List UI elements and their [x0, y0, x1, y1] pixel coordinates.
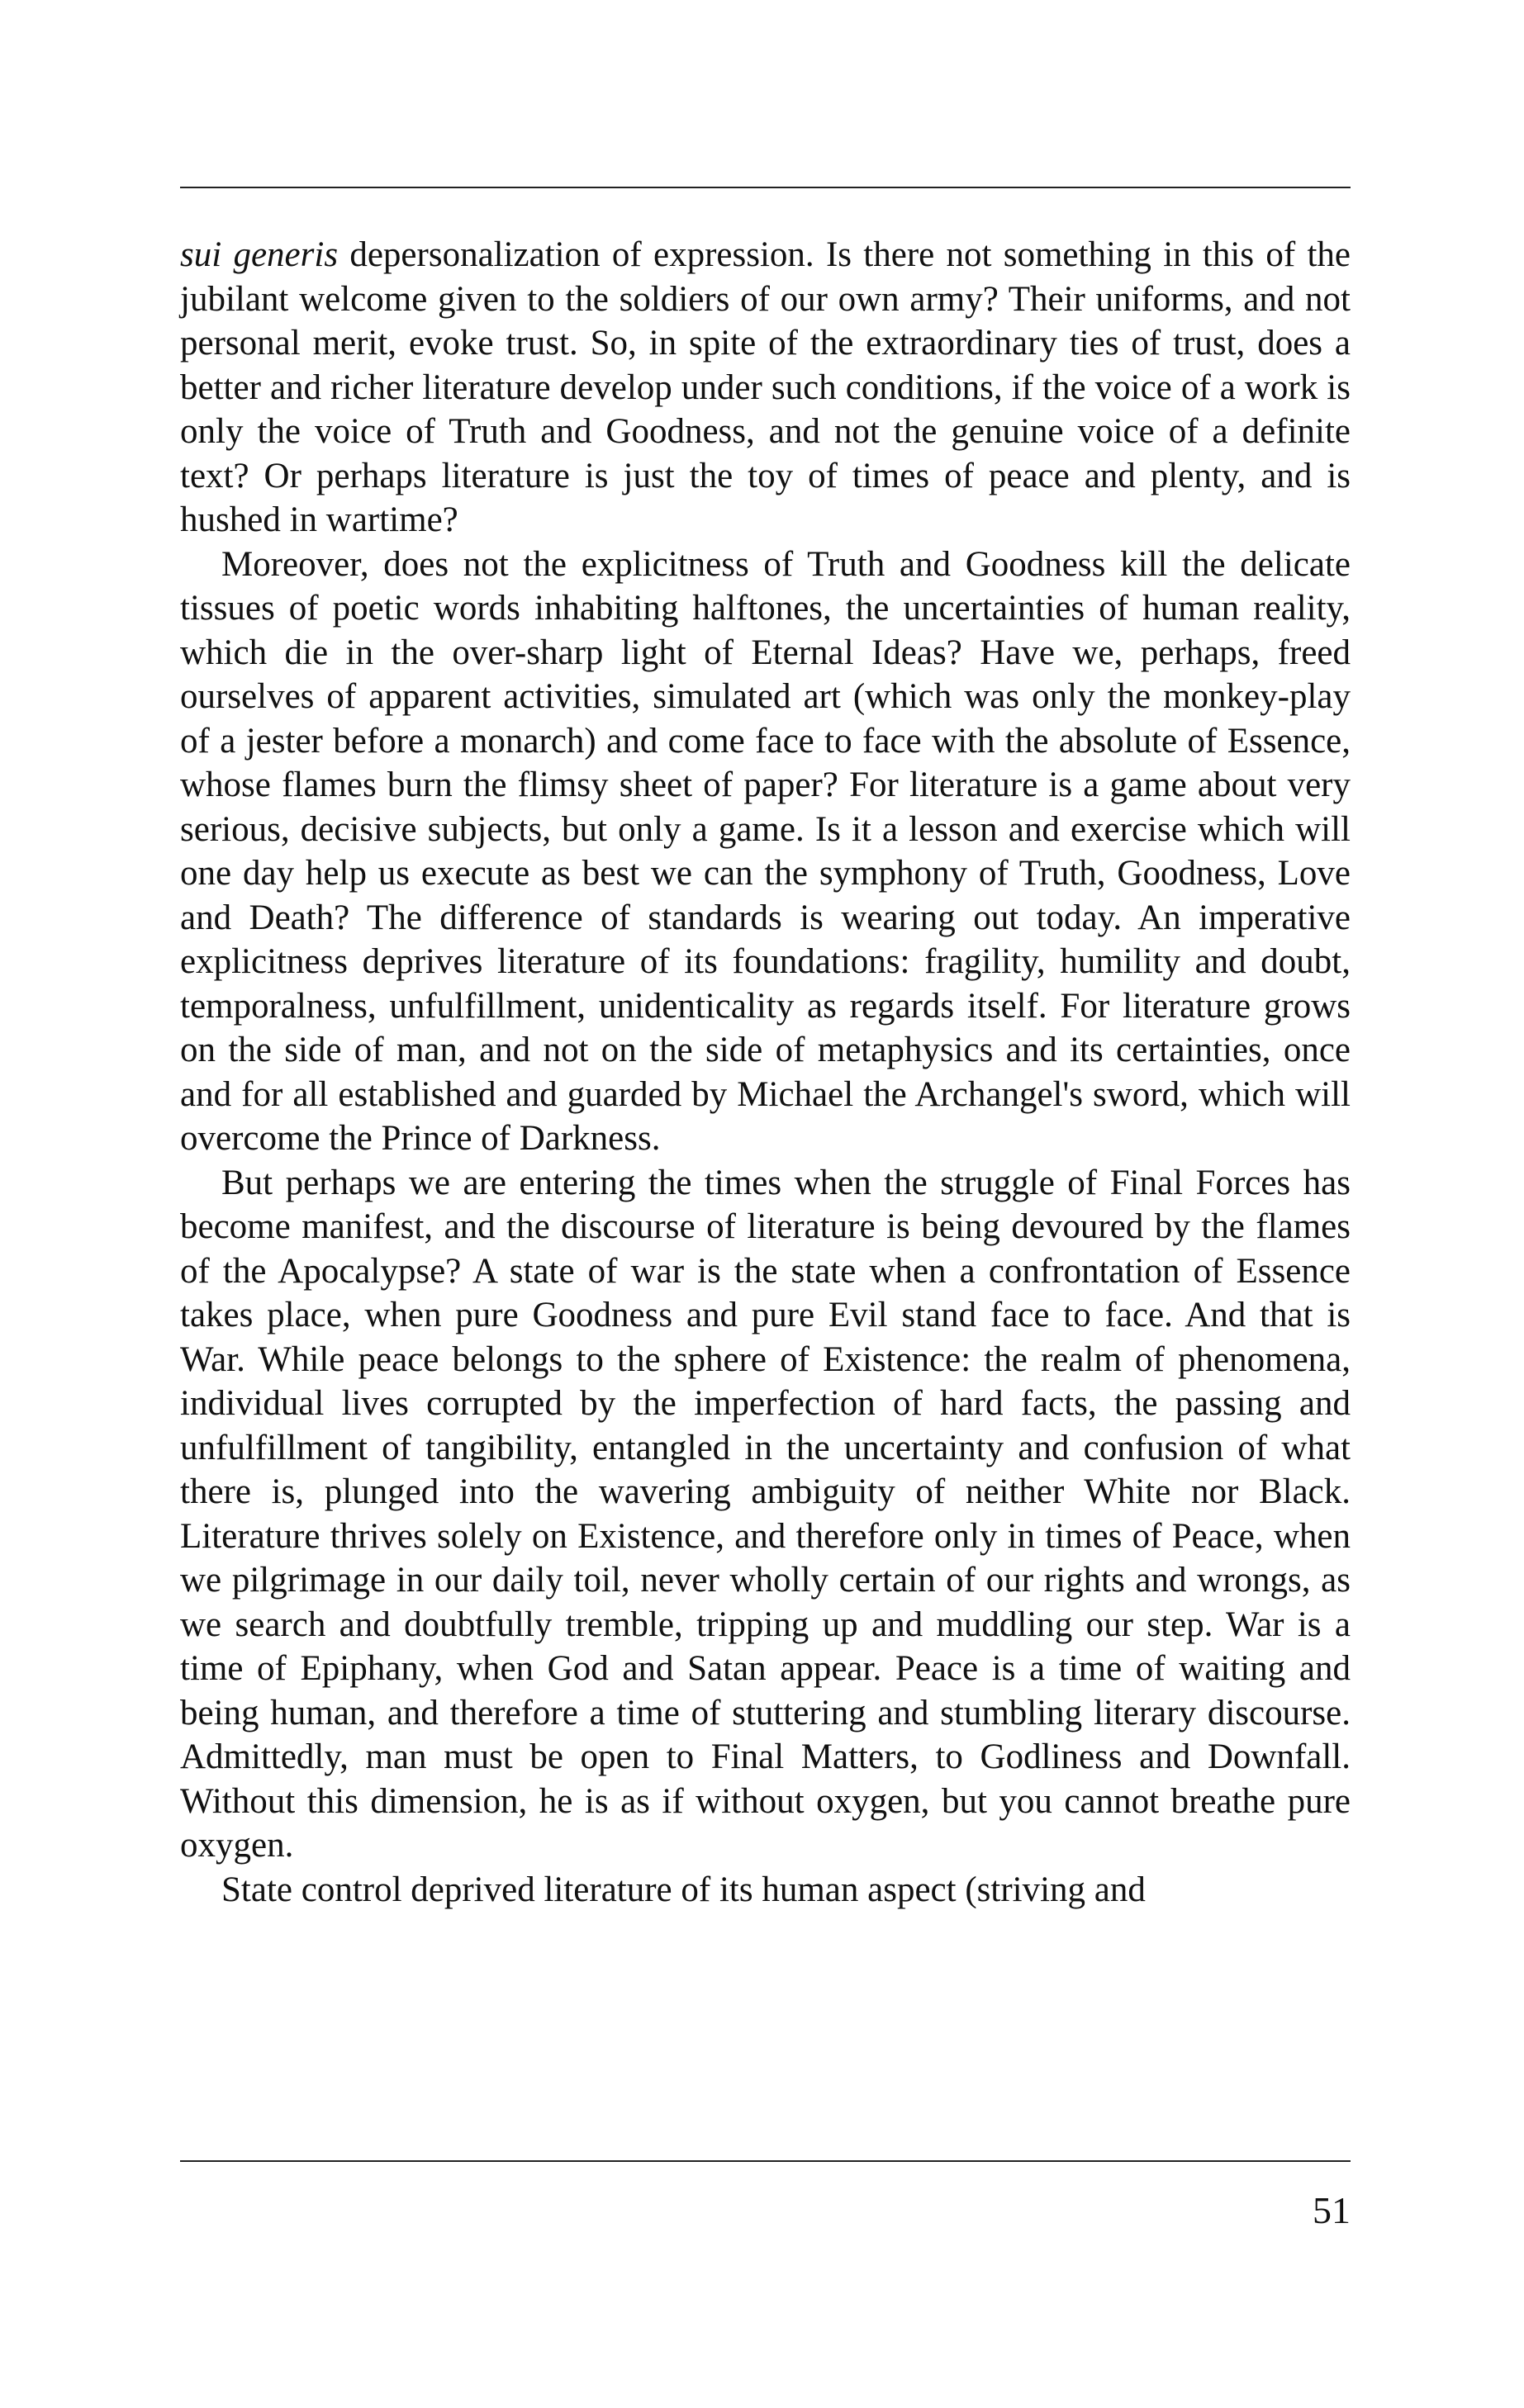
- paragraph-4: State control deprived literature of its human aspect (striving and: [221, 1870, 1146, 1909]
- page-number: 51: [1313, 2189, 1351, 2231]
- bottom-rule: [180, 2160, 1351, 2162]
- top-rule: [180, 187, 1351, 188]
- italic-phrase: sui generis: [180, 235, 339, 274]
- paragraph-1: [180, 233, 1351, 543]
- paragraph-1-text: depersonalization of expression. Is there not something in this of the jubilant welcome given to the soldiers of our own army? Their uniforms, and not personal merit, evoke trust. So, in spite of the extraordinary ties of trust, does a better and richer literature develop under such conditions, if the voice of a work is only the voice of Truth and Goodness, and not the genuine voice of a definite text? Or perhaps literature is just the toy of times of peace and plenty, and is hushed in wartime?: [180, 235, 1351, 539]
- paragraph-2: Moreover, does not the explicitness of Truth and Goodness kill the delicate tissues of poetic words inhabiting halftones, the uncertainties of human reality, which die in the over-sharp light of Eternal Ideas? Have we, perhaps, freed ourselves of apparent activities, simulated art (which was only the monkey-play of a jester before a monarch) and come face to face with the absolute of Essence, whose flames burn the flimsy sheet of paper? For literature is a game about very serious, decisive subjects, but only a game. Is it a lesson and exercise which will one day help us execute as best we can the symphony of Truth, Goodness, Love and Death? The difference of standards is wearing out today. An imperative explicitness deprives literature of its foundations: fragility, humility and doubt, temporalness, unfulfillment, unidenticality as regards itself. For literature grows on the side of man, and not on the side of metaphysics and its certainties, once and for all established and guarded by Michael the Archangel's sword, which will overcome the Prince of Darkness.: [180, 544, 1351, 1158]
- body-text: [180, 233, 1351, 1912]
- paragraph-3: But perhaps we are entering the times when the struggle of Final Forces has become manifest, and the discourse of literature is being devoured by the flames of the Apocalypse? A state of war is the state when a confrontation of Essence takes place, when pure Goodness and pure Evil stand face to face. And that is War. While peace belongs to the sphere of Existence: the realm of phenomena, individual lives corrupted by the imperfection of hard facts, the passing and unfulfillment of tangibility, entangled in the uncertainty and confusion of what there is, plunged into the wavering ambiguity of neither White nor Black. Literature thrives solely on Existence, and therefore only in times of Peace, when we pilgrimage in our daily toil, never wholly certain of our rights and wrongs, as we search and doubtfully tremble, tripping up and muddling our step. War is a time of Epiphany, when God and Satan appear. Peace is a time of waiting and being human, and therefore a time of stuttering and stumbling literary discourse. Admittedly, man must be open to Final Matters, to Godliness and Downfall. Without this dimension, he is as if without oxygen, but you cannot breathe pure oxygen.: [180, 1163, 1351, 1865]
